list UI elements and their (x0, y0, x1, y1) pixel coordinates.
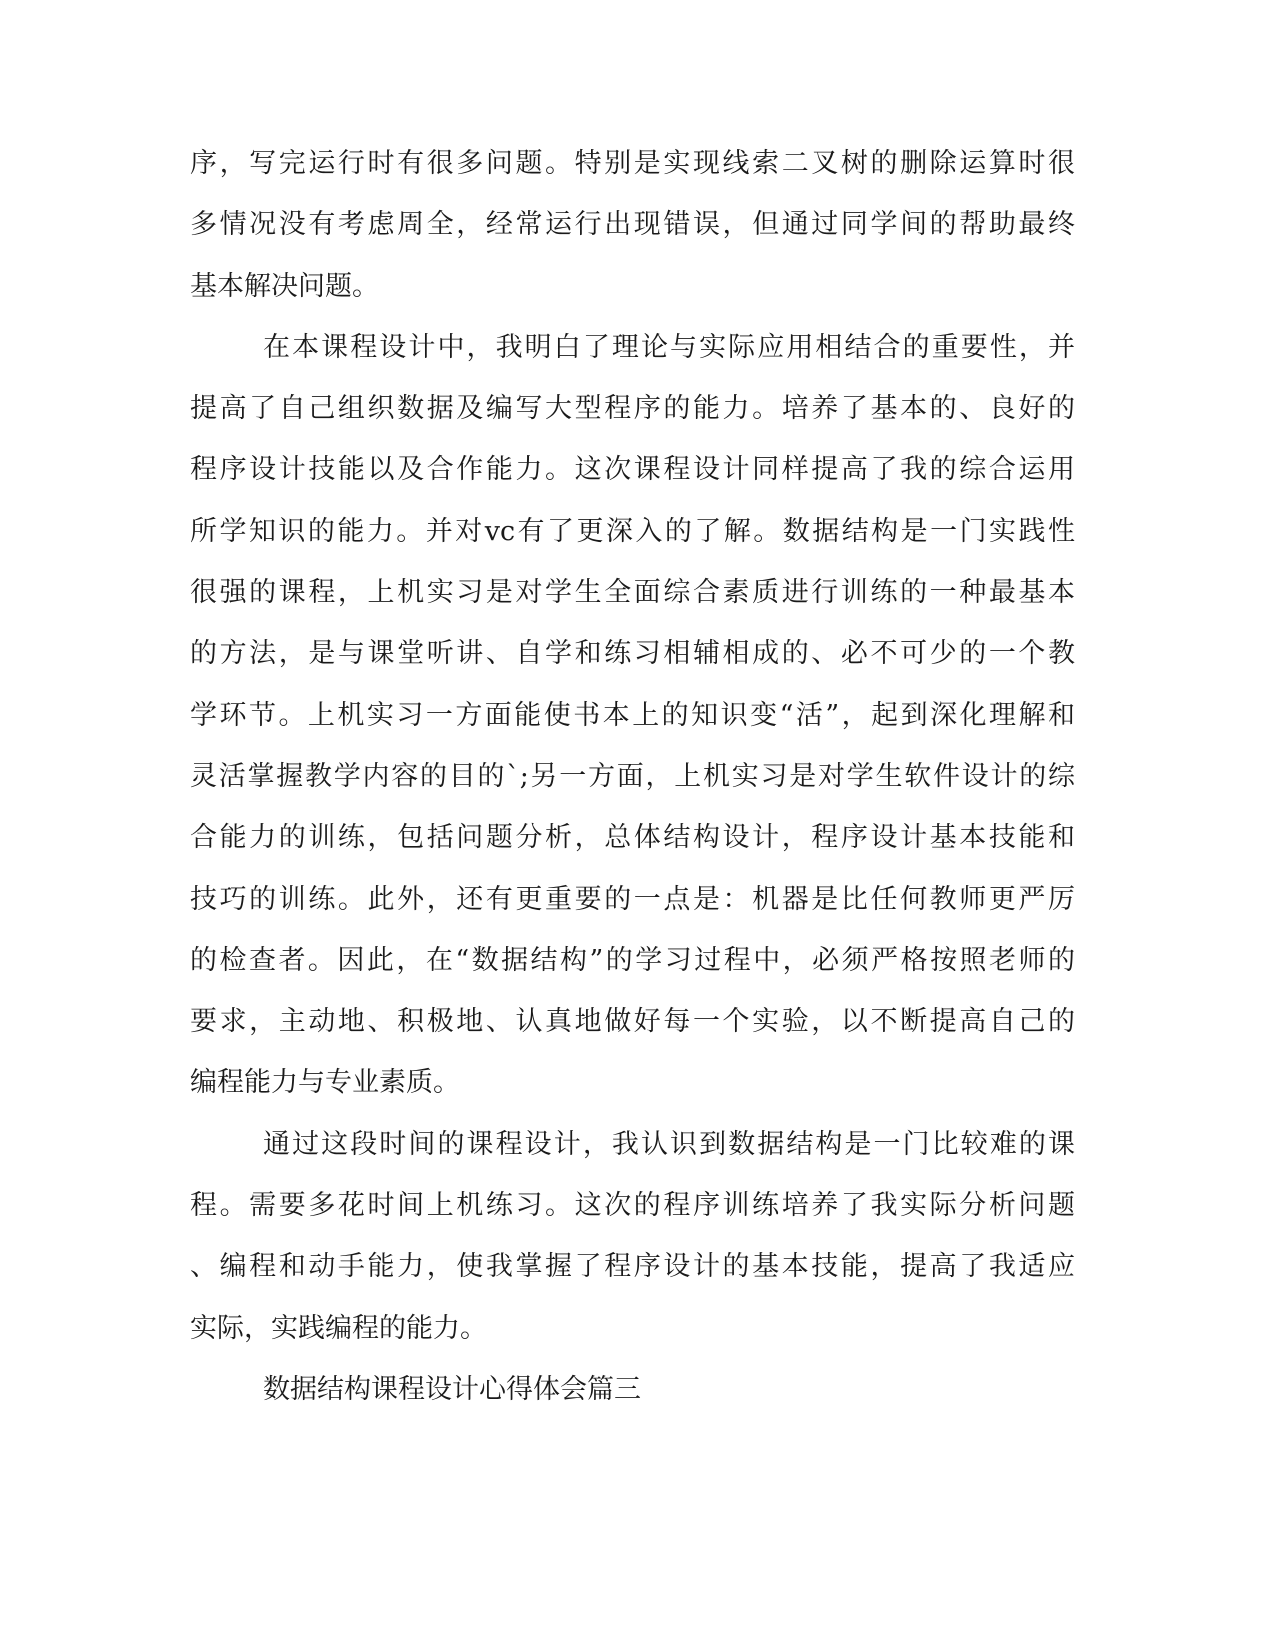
text-line: 的方法，是与课堂听讲、自学和练习相辅相成的、必不可少的一个教 (190, 638, 1075, 670)
text-line: 基本解决问题。 (190, 270, 379, 302)
text-line: 灵活掌握教学内容的目的`;另一方面，上机实习是对学生软件设计的综 (190, 760, 1075, 792)
text-line: 程序设计技能以及合作能力。这次课程设计同样提高了我的综合运用 (190, 454, 1075, 486)
text-line: 多情况没有考虑周全，经常运行出现错误，但通过同学间的帮助最终 (190, 209, 1075, 241)
text-line: 合能力的训练，包括问题分析，总体结构设计，程序设计基本技能和 (190, 822, 1075, 854)
text-line: 所学知识的能力。并对vc有了更深入的了解。数据结构是一门实践性 (190, 515, 1075, 547)
heading-line: 数据结构课程设计心得体会篇三 (263, 1373, 641, 1405)
paragraph-2 (190, 317, 1075, 1114)
text-line: 提高了自己组织数据及编写大型程序的能力。培养了基本的、良好的 (190, 393, 1075, 425)
text-line: 实际，实践编程的能力。 (190, 1312, 487, 1344)
text-line: 、编程和动手能力，使我掌握了程序设计的基本技能，提高了我适应 (190, 1251, 1075, 1283)
text-line: 通过这段时间的课程设计，我认识到数据结构是一门比较难的课 (263, 1128, 1075, 1160)
section-heading (190, 1359, 1075, 1420)
text-line: 学环节。上机实习一方面能使书本上的知识变“活”，起到深化理解和 (190, 699, 1075, 731)
text-line: 在本课程设计中，我明白了理论与实际应用相结合的重要性，并 (263, 331, 1075, 363)
text-line: 编程能力与专业素质。 (190, 1067, 460, 1099)
paragraph-3 (190, 1114, 1075, 1359)
text-line: 技巧的训练。此外，还有更重要的一点是：机器是比任何教师更严厉 (190, 883, 1075, 915)
text-line: 程。需要多花时间上机练习。这次的程序训练培养了我实际分析问题 (190, 1190, 1075, 1222)
text-line: 要求，主动地、积极地、认真地做好每一个实验，以不断提高自己的 (190, 1006, 1075, 1038)
text-line: 很强的课程，上机实习是对学生全面综合素质进行训练的一种最基本 (190, 577, 1075, 609)
text-line: 的检查者。因此，在“数据结构”的学习过程中，必须严格按照老师的 (190, 944, 1075, 976)
text-line: 序，写完运行时有很多问题。特别是实现线索二叉树的删除运算时很 (190, 148, 1075, 179)
paragraph-1 (190, 133, 1075, 317)
body-text (190, 133, 1075, 1420)
